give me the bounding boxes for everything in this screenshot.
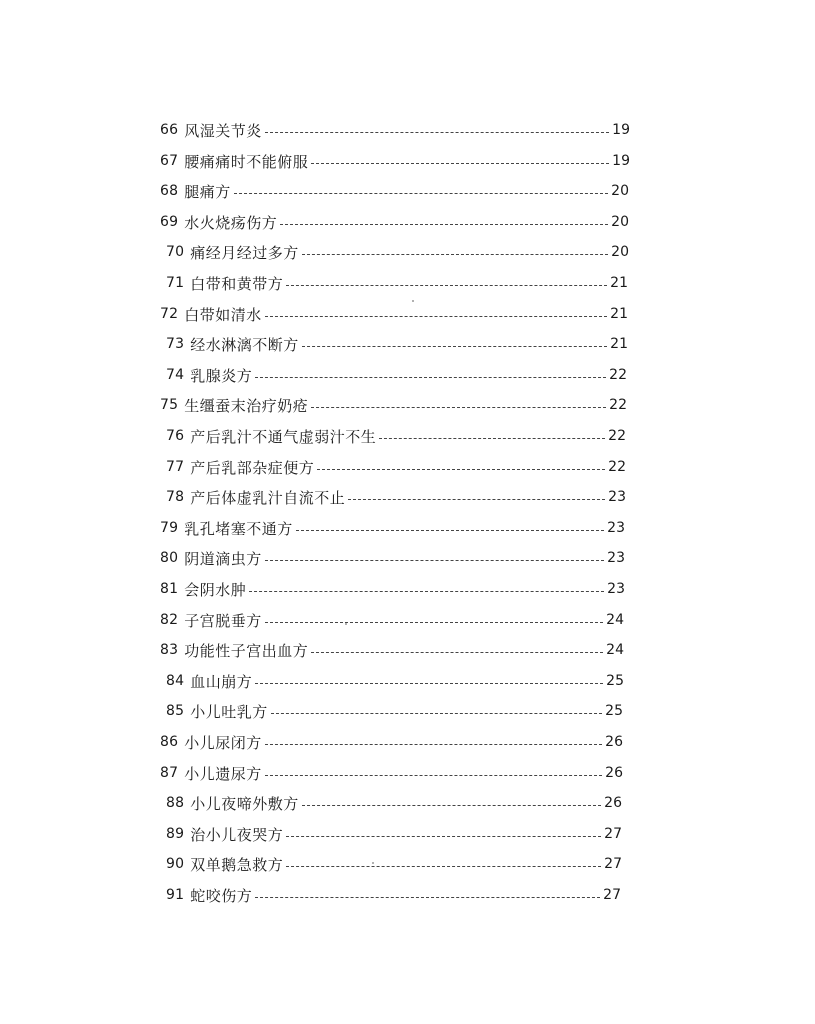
toc-entry	[160, 638, 624, 662]
toc-entry	[160, 577, 625, 601]
entry-title: 阴道滴虫方	[184, 549, 262, 568]
toc-entry	[166, 271, 628, 295]
dot-leader	[255, 377, 606, 378]
dot-leader	[286, 866, 601, 867]
entry-title: 产后乳部杂症便方	[190, 458, 315, 477]
entry-title: 经水淋漓不断方	[190, 335, 299, 354]
toc-entry	[160, 546, 625, 570]
toc-entry	[160, 118, 630, 142]
entry-page-number: 22	[609, 397, 627, 413]
entry-number: 73	[166, 336, 185, 352]
scan-speck	[412, 300, 414, 302]
entry-page-number: 20	[611, 244, 629, 260]
dot-leader	[317, 469, 605, 470]
entry-title: 小儿遗尿方	[184, 764, 262, 783]
dot-leader	[302, 254, 608, 255]
entry-page-number: 20	[611, 214, 629, 230]
toc-entry	[160, 730, 623, 754]
dot-leader	[286, 836, 601, 837]
entry-title: 治小儿夜哭方	[190, 825, 284, 844]
entry-title: 生缰蚕末治疗奶疮	[184, 396, 309, 415]
toc-entry	[166, 883, 621, 907]
entry-page-number: 26	[605, 765, 623, 781]
dot-leader	[296, 530, 604, 531]
toc-entry	[166, 485, 626, 509]
entry-page-number: 23	[607, 550, 625, 566]
entry-page-number: 24	[606, 612, 624, 628]
entry-page-number: 27	[604, 826, 622, 842]
entry-number: 68	[160, 183, 179, 199]
entry-number: 79	[160, 520, 179, 536]
entry-number: 75	[160, 397, 179, 413]
entry-number: 67	[160, 153, 179, 169]
toc-entry	[166, 822, 622, 846]
toc-entry	[166, 699, 623, 723]
entry-number: 81	[160, 581, 179, 597]
dot-leader	[255, 683, 603, 684]
entry-number: 74	[166, 367, 185, 383]
dot-leader	[265, 132, 609, 133]
dot-leader	[271, 713, 602, 714]
dot-leader	[234, 193, 608, 194]
entry-title: 白带和黄带方	[190, 274, 284, 293]
dot-leader	[265, 622, 603, 623]
entry-page-number: 20	[611, 183, 629, 199]
entry-page-number: 22	[608, 428, 626, 444]
entry-title: 小儿夜啼外敷方	[190, 794, 299, 813]
toc-entry	[160, 302, 628, 326]
entry-number: 78	[166, 489, 185, 505]
dot-leader	[265, 560, 604, 561]
entry-number: 77	[166, 459, 185, 475]
entry-title: 功能性子宫出血方	[184, 641, 309, 660]
toc-entry	[166, 363, 627, 387]
toc-entry	[166, 424, 626, 448]
entry-page-number: 24	[606, 642, 624, 658]
dot-leader	[311, 163, 609, 164]
entry-page-number: 26	[605, 734, 623, 750]
dot-leader	[280, 224, 608, 225]
entry-number: 76	[166, 428, 185, 444]
toc-entry	[166, 332, 628, 356]
toc-entry	[166, 791, 622, 815]
entry-number: 80	[160, 550, 179, 566]
entry-page-number: 23	[607, 581, 625, 597]
entry-title: 风湿关节炎	[184, 121, 262, 140]
entry-number: 85	[166, 703, 185, 719]
dot-leader	[348, 499, 605, 500]
entry-page-number: 22	[609, 367, 627, 383]
entry-title: 产后乳汁不通气虚弱汁不生	[190, 427, 377, 446]
entry-number: 87	[160, 765, 179, 781]
entry-number: 84	[166, 673, 185, 689]
dot-leader	[302, 346, 607, 347]
entry-title: 腰痛痛时不能俯服	[184, 152, 309, 171]
entry-page-number: 23	[607, 520, 625, 536]
entry-number: 89	[166, 826, 185, 842]
entry-title: 乳孔堵塞不通方	[184, 519, 293, 538]
entry-page-number: 26	[604, 795, 622, 811]
entry-page-number: 27	[603, 887, 621, 903]
entry-title: 蛇咬伤方	[190, 886, 253, 905]
entry-page-number: 22	[608, 459, 626, 475]
entry-title: 白带如清水	[184, 305, 262, 324]
entry-number: 72	[160, 306, 179, 322]
entry-page-number: 19	[612, 122, 630, 138]
scan-speck	[345, 623, 347, 625]
entry-number: 66	[160, 122, 179, 138]
entry-title: 乳腺炎方	[190, 366, 253, 385]
toc-entry	[160, 608, 624, 632]
entry-title: 会阴水肿	[184, 580, 247, 599]
scan-speck	[372, 862, 374, 864]
toc-entry	[160, 149, 630, 173]
entry-number: 91	[166, 887, 185, 903]
entry-page-number: 21	[610, 336, 628, 352]
toc-entry	[166, 669, 624, 693]
toc-entry	[160, 210, 629, 234]
entry-number: 70	[166, 244, 185, 260]
entry-number: 69	[160, 214, 179, 230]
entry-title: 产后体虚乳汁自流不止	[190, 488, 346, 507]
toc-entry	[160, 393, 627, 417]
toc-entry	[160, 516, 625, 540]
toc-entry	[166, 455, 626, 479]
entry-number: 71	[166, 275, 185, 291]
toc-entry	[160, 179, 629, 203]
toc-entry	[160, 761, 623, 785]
entry-page-number: 19	[612, 153, 630, 169]
dot-leader	[249, 591, 604, 592]
dot-leader	[265, 316, 607, 317]
entry-number: 90	[166, 856, 185, 872]
entry-page-number: 21	[610, 275, 628, 291]
dot-leader	[286, 285, 607, 286]
dot-leader	[311, 407, 606, 408]
entry-number: 82	[160, 612, 179, 628]
dot-leader	[379, 438, 605, 439]
dot-leader	[265, 744, 602, 745]
entry-number: 83	[160, 642, 179, 658]
entry-page-number: 25	[606, 673, 624, 689]
entry-number: 88	[166, 795, 185, 811]
entry-title: 小儿尿闭方	[184, 733, 262, 752]
entry-page-number: 25	[605, 703, 623, 719]
entry-number: 86	[160, 734, 179, 750]
entry-page-number: 21	[610, 306, 628, 322]
entry-page-number: 23	[608, 489, 626, 505]
entry-title: 双单鹅急救方	[190, 855, 284, 874]
entry-page-number: 27	[604, 856, 622, 872]
entry-title: 水火烧疡伤方	[184, 213, 278, 232]
dot-leader	[265, 775, 602, 776]
toc-entry	[166, 852, 622, 876]
entry-title: 子宫脱垂方	[184, 611, 262, 630]
dot-leader	[302, 805, 601, 806]
toc-entry	[166, 240, 629, 264]
entry-title: 痛经月经过多方	[190, 243, 299, 262]
entry-title: 腿痛方	[184, 182, 231, 201]
dot-leader	[255, 897, 600, 898]
entry-title: 血山崩方	[190, 672, 253, 691]
dot-leader	[311, 652, 603, 653]
entry-title: 小儿吐乳方	[190, 702, 268, 721]
